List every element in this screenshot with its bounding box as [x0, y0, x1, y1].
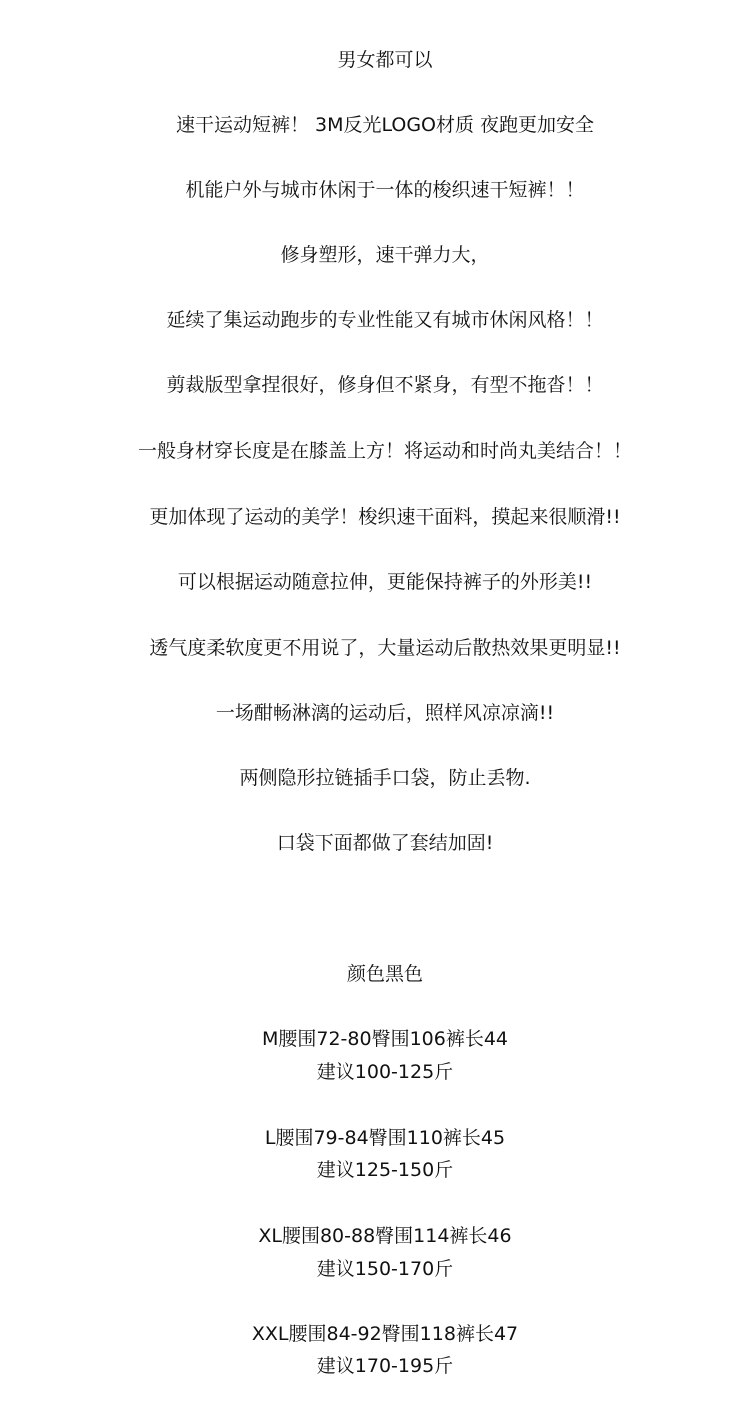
size-m-recommend: 建议100-125斤 — [316, 1061, 454, 1083]
size-l-recommend: 建议125-150斤 — [316, 1159, 454, 1181]
size-xxl-recommend: 建议170-195斤 — [316, 1355, 454, 1377]
desc-line-slim-fit: 修身塑形，速干弹力大， — [280, 244, 490, 266]
desc-line-length: 一般身材穿长度是在膝盖上方！将运动和时尚丸美结合！！ — [137, 440, 632, 462]
desc-line-pockets: 两侧隐形拉链插手口袋，防止丢物. — [239, 767, 531, 789]
desc-line-unisex: 男女都可以 — [337, 49, 433, 71]
color-line: 颜色黑色 — [346, 963, 423, 985]
desc-line-fabric: 更加体现了运动的美学！梭织速干面料，摸起来很顺滑!! — [149, 506, 621, 528]
desc-line-performance: 延续了集运动跑步的专业性能又有城市休闲风格！！ — [166, 309, 604, 331]
desc-line-bartack: 口袋下面都做了套结加固! — [276, 832, 494, 854]
size-m-measure: M腰围72-80臀围106裤长44 — [261, 1028, 509, 1050]
desc-line-outdoor: 机能户外与城市休闲于一体的梭织速干短裤！！ — [185, 179, 585, 201]
size-l-measure: L腰围79-84臀围110裤长45 — [264, 1127, 506, 1149]
desc-line-quick-dry: 速干运动短裤！ 3M反光LOGO材质 夜跑更加安全 — [175, 114, 595, 136]
size-xl-recommend: 建议150-170斤 — [316, 1258, 454, 1280]
desc-line-breathable: 透气度柔软度更不用说了，大量运动后散热效果更明显!! — [149, 637, 621, 659]
desc-line-cooling: 一场酣畅淋漓的运动后，照样风凉凉滴!! — [215, 702, 555, 724]
size-xxl-measure: XXL腰围84-92臀围118裤长47 — [251, 1323, 519, 1345]
size-xl-measure: XL腰围80-88臀围114裤长46 — [258, 1225, 512, 1247]
desc-line-tailoring: 剪裁版型拿捏很好，修身但不紧身，有型不拖沓！！ — [166, 374, 604, 396]
desc-line-stretch: 可以根据运动随意拉伸，更能保持裤子的外形美!! — [177, 571, 593, 593]
